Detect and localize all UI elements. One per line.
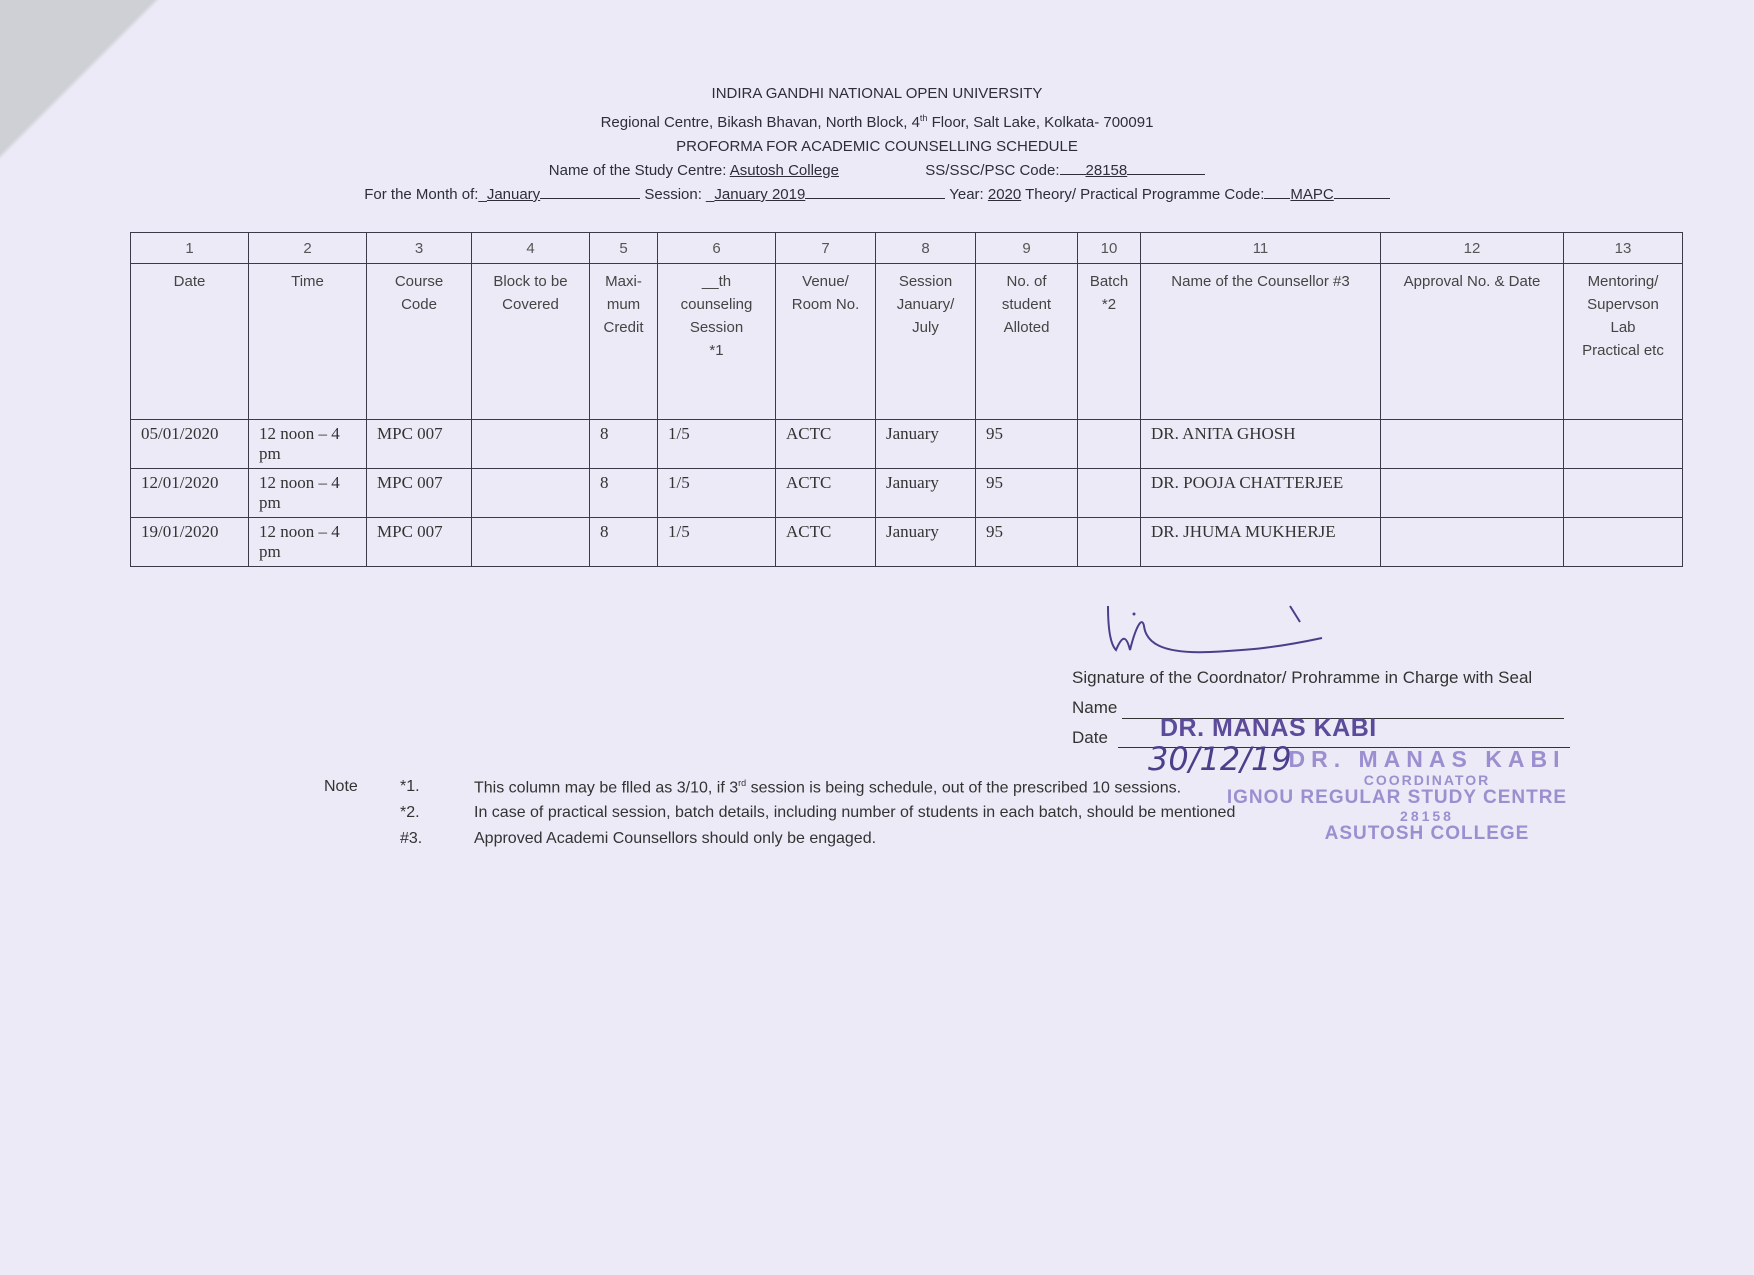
session-value: January 2019 [714, 186, 806, 203]
column-header: Name of the Counsellor #3 [1141, 264, 1381, 420]
table-cell [1564, 469, 1683, 518]
table-cell: 12 noon – 4 pm [249, 420, 367, 469]
university-name: INDIRA GANDHI NATIONAL OPEN UNIVERSITY [711, 85, 1043, 102]
document-header [0, 82, 1754, 207]
column-number: 12 [1381, 233, 1564, 264]
date-label: Date [1072, 728, 1108, 747]
table-cell: 1/5 [658, 518, 776, 567]
table-cell: DR. POOJA CHATTERJEE [1141, 469, 1381, 518]
table-cell: 8 [590, 420, 658, 469]
column-number: 5 [590, 233, 658, 264]
column-header: Batch *2 [1078, 264, 1141, 420]
column-header: Date [131, 264, 249, 420]
signature-date: 30/12/19 [1148, 740, 1292, 778]
table-cell [472, 518, 590, 567]
table-cell: ACTC [776, 420, 876, 469]
regional-centre-address: Regional Centre, Bikash Bhavan, North Block, 4th Floor, Salt Lake, Kolkata- 700091 [600, 113, 1154, 131]
table-cell: 8 [590, 469, 658, 518]
table-cell [1381, 469, 1564, 518]
study-centre-value: Asutosh College [729, 162, 839, 179]
column-number: 11 [1141, 233, 1381, 264]
table-cell: ACTC [776, 469, 876, 518]
table-cell [1078, 518, 1141, 567]
column-header: Maxi- mum Credit [590, 264, 658, 420]
table-cell: 95 [976, 469, 1078, 518]
table-cell: MPC 007 [367, 420, 472, 469]
column-number: 7 [776, 233, 876, 264]
table-cell: ACTC [776, 518, 876, 567]
column-header: Course Code [367, 264, 472, 420]
table-cell [1381, 420, 1564, 469]
coordinator-name-stamp: DR. MANAS KABI [1160, 714, 1377, 742]
table-cell: 05/01/2020 [131, 420, 249, 469]
table-cell: 1/5 [658, 420, 776, 469]
table-cell [1078, 420, 1141, 469]
table-cell: DR. JHUMA MUKHERJE [1141, 518, 1381, 567]
column-number: 8 [876, 233, 976, 264]
table-row [131, 469, 1683, 518]
table-cell: 1/5 [658, 469, 776, 518]
year-value: 2020 [987, 186, 1022, 203]
column-number: 2 [249, 233, 367, 264]
study-centre-code: 28158 [1085, 162, 1128, 179]
counselling-schedule-table [130, 232, 1683, 567]
month-value: January [486, 186, 541, 203]
column-number: 3 [367, 233, 472, 264]
column-number-row [131, 233, 1683, 264]
table-cell: 12 noon – 4 pm [249, 469, 367, 518]
table-cell [1381, 518, 1564, 567]
table-cell: DR. ANITA GHOSH [1141, 420, 1381, 469]
table-cell [1564, 518, 1683, 567]
table-cell: 8 [590, 518, 658, 567]
table-cell: 12 noon – 4 pm [249, 518, 367, 567]
column-number: 13 [1564, 233, 1683, 264]
table-row [131, 420, 1683, 469]
table-cell [472, 469, 590, 518]
column-number: 9 [976, 233, 1078, 264]
table-cell: 19/01/2020 [131, 518, 249, 567]
column-header: Time [249, 264, 367, 420]
table-cell: MPC 007 [367, 518, 472, 567]
column-header: Approval No. & Date [1381, 264, 1564, 420]
table-cell [472, 420, 590, 469]
coordinator-signature [1100, 596, 1340, 662]
column-header: __th counseling Session *1 [658, 264, 776, 420]
programme-code: MAPC [1290, 186, 1334, 203]
proforma-title: PROFORMA FOR ACADEMIC COUNSELLING SCHEDULE [676, 138, 1078, 155]
schedule-rows [131, 420, 1683, 567]
note-label: Note [324, 778, 358, 795]
column-header: Session January/ July [876, 264, 976, 420]
column-header: Mentoring/ Supervson Lab Practical etc [1564, 264, 1683, 420]
column-header-row [131, 264, 1683, 420]
table-cell: January [876, 469, 976, 518]
column-number: 1 [131, 233, 249, 264]
column-header: No. of student Alloted [976, 264, 1078, 420]
column-number: 10 [1078, 233, 1141, 264]
column-number: 4 [472, 233, 590, 264]
study-centre-line: Name of the Study Centre: Asutosh College SS/SSC/PSC Code: 28158 [0, 159, 1754, 183]
table-cell: 12/01/2020 [131, 469, 249, 518]
name-label: Name [1072, 698, 1118, 717]
signature-caption: Signature of the Coordnator/ Prohramme in Charge with Seal [1072, 668, 1533, 687]
table-cell: January [876, 518, 976, 567]
table-cell: MPC 007 [367, 469, 472, 518]
table-row [131, 518, 1683, 567]
column-header: Block to be Covered [472, 264, 590, 420]
official-seal: DR. MANAS KABI COORDINATOR IGNOU REGULAR STUDY CENTRE 28158 ASUTOSH COLLEGE [1226, 746, 1568, 844]
column-header: Venue/ Room No. [776, 264, 876, 420]
table-cell [1078, 469, 1141, 518]
table-cell: 95 [976, 518, 1078, 567]
table-cell: January [876, 420, 976, 469]
column-number: 6 [658, 233, 776, 264]
table-cell [1564, 420, 1683, 469]
table-cell: 95 [976, 420, 1078, 469]
month-session-line: For the Month of:_January Session: _January 2019 Year: 2020 Theory/ Practical Programme Code: MAPC [0, 183, 1754, 207]
